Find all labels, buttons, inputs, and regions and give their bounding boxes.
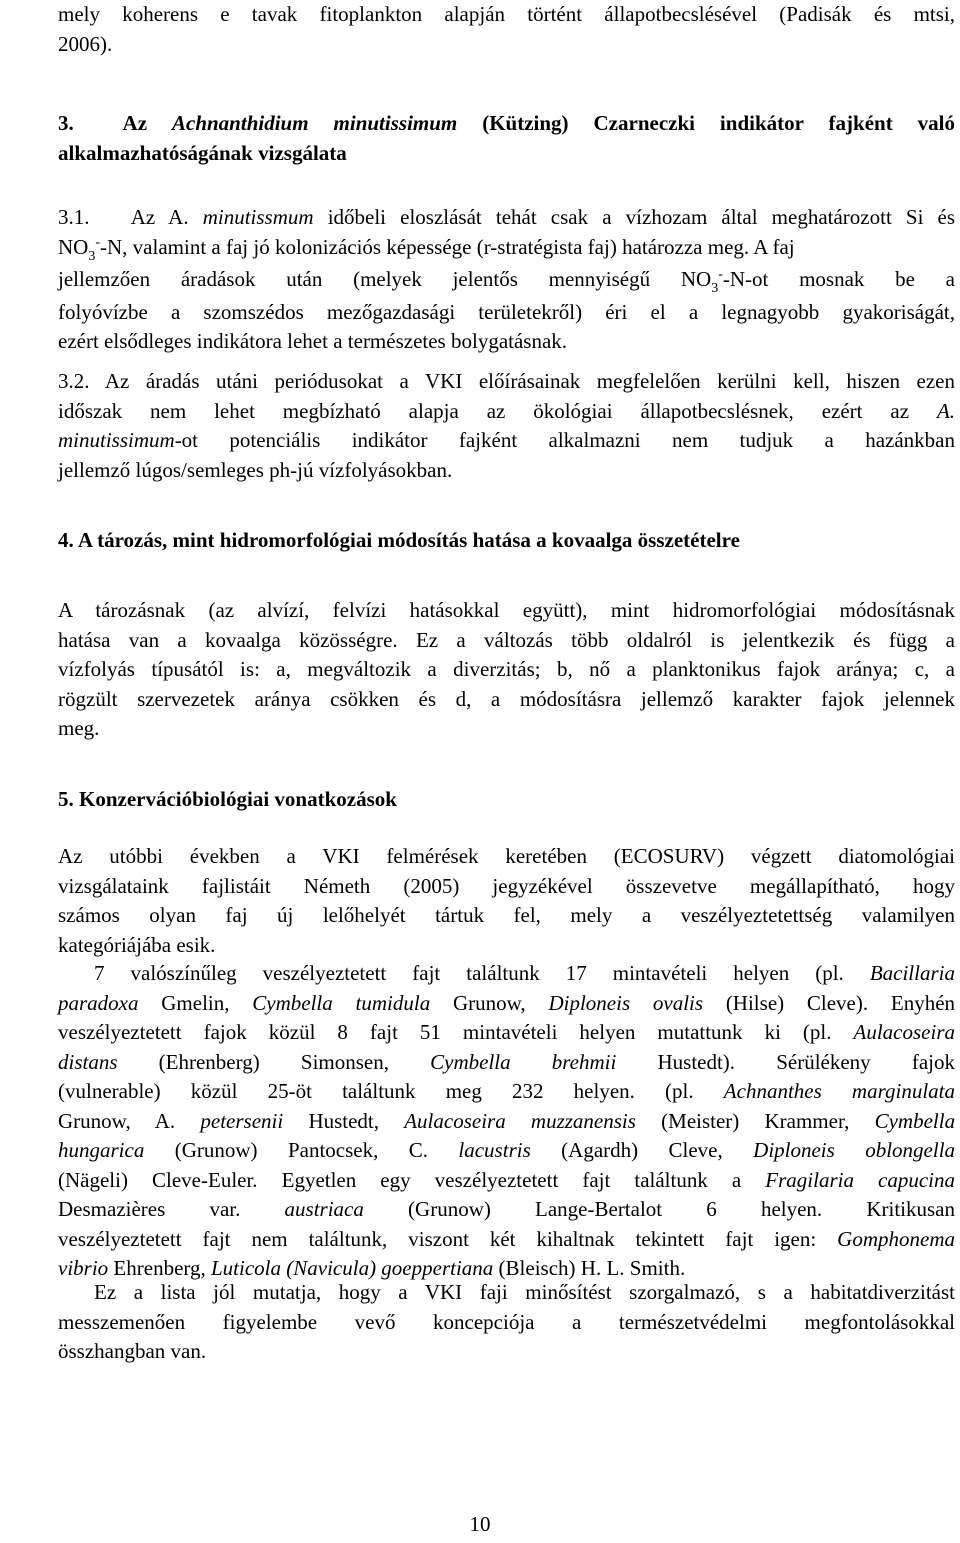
text-line: Az utóbbi években a VKI felmérések keretében (ECOSURV) végzett diatomológiai xyxy=(58,844,955,868)
paragraph-3-2 xyxy=(58,367,955,485)
text: Ehrenberg, xyxy=(113,1256,206,1280)
section-4-paragraph xyxy=(58,596,955,744)
paragraph-3-1 xyxy=(58,203,955,357)
intro-paragraph xyxy=(58,0,955,59)
text: (Grunow) Pantocsek, C. xyxy=(174,1138,428,1162)
section-4-heading xyxy=(58,526,955,556)
species-name: Gomphonema xyxy=(837,1226,955,1251)
text: (vulnerable) közül 25-öt találtunk meg 232 helyen. (pl. xyxy=(58,1079,694,1103)
species-name: Fragilaria capucina xyxy=(765,1167,956,1192)
text: időbeli eloszlását tehát csak a vízhozam által meghatározott Si és xyxy=(327,205,956,229)
species-name: Bacillaria xyxy=(869,961,955,985)
text: jellemzően áradások után (melyek jelentős mennyiségű xyxy=(58,267,651,291)
text-line: rögzült szervezetek aránya csökken és d, a módosításra jellemző karakter fajok jelennek xyxy=(58,686,955,711)
section-5-paragraph-3 xyxy=(58,1278,955,1367)
heading-text: (Kützing) Czarneczki indikátor fajként való xyxy=(482,111,955,135)
text-line: folyóvízbe a szomszédos mezőgazdasági területekről) éri el a legnagyobb gyakoriságát, xyxy=(58,299,955,324)
text: Desmazières var. xyxy=(58,1197,241,1221)
text-line: mely koherens e tavak fitoplankton alapján történt állapotbecslésével (Padisák és mtsi, xyxy=(58,2,955,26)
species-name: vibrio xyxy=(58,1256,109,1280)
section-number: 3. xyxy=(58,111,74,135)
text: (Grunow) Lange-Bertalot 6 helyen. Kritikusan xyxy=(408,1197,956,1221)
heading-text: 5. Konzervációbiológiai vonatkozások xyxy=(58,787,397,811)
page-number: 10 xyxy=(469,1512,491,1536)
text: -ot potenciális indikátor fajként alkalmazni nem tudjuk a hazánkban xyxy=(174,428,955,452)
species-name: Diploneis ovalis xyxy=(548,990,704,1015)
section-number: 3.2. xyxy=(58,369,90,393)
species-name: hungarica xyxy=(58,1138,145,1162)
chem-formula: $NO_3^-$ xyxy=(680,267,723,296)
species-name: A. xyxy=(936,398,956,423)
species-name: minutissmum xyxy=(202,205,314,229)
species-name: Achnanthes marginulata xyxy=(723,1079,955,1103)
species-name: distans xyxy=(58,1049,118,1074)
species-name: austriaca xyxy=(284,1197,364,1221)
text: (Hilse) Cleve). Enyhén xyxy=(725,990,956,1015)
text-line: Ez a lista jól mutatja, hogy a VKI faji minősítést szorgalmazó, s a habitatdiverzitást xyxy=(94,1280,955,1304)
species-name: Luticola (Navicula) goeppertiana xyxy=(211,1256,494,1280)
species-name: Aulacoseira muzzanensis xyxy=(404,1108,636,1133)
species-name: Achnanthidium minutissimum xyxy=(172,111,458,135)
species-name: paradoxa xyxy=(58,990,139,1015)
text-line: messzemenően figyelembe vevő koncepciója a természetvédelmi megfontolásokkal xyxy=(58,1309,955,1334)
chem-formula: $NO_3^-$ xyxy=(58,234,101,264)
heading-text: Az xyxy=(122,111,148,135)
heading-text: alkalmazhatóságának vizsgálata xyxy=(58,140,347,165)
text: -N-ot mosnak be a xyxy=(722,267,955,291)
text-line: 2006). xyxy=(58,31,113,56)
text: (Agardh) Cleve, xyxy=(561,1138,723,1162)
text: -N, valamint a faj jó kolonizációs képessége (r-stratégista faj) határozza meg. A faj xyxy=(100,234,795,259)
text: (Nägeli) Cleve-Euler. Egyetlen egy veszélyeztetett fajt találtunk a xyxy=(58,1167,742,1192)
text-line: A tározásnak (az alvízí, felvízi hatásokkal együtt), mint hidromorfológiai módosításnak xyxy=(58,598,955,622)
species-name: petersenii xyxy=(200,1108,284,1133)
section-5-heading xyxy=(58,785,955,815)
text: veszélyeztetett fajt nem találtunk, viszont két kihaltnak tekintett fajt igen: xyxy=(58,1226,817,1251)
text: (Ehrenberg) Simonsen, xyxy=(158,1049,389,1074)
text: Hustedt). Sérülékeny fajok xyxy=(657,1049,955,1074)
text-line: összhangban van. xyxy=(58,1339,207,1363)
text-line: jellemző lúgos/semleges ph-jú vízfolyásokban. xyxy=(58,457,453,482)
section-3-heading xyxy=(58,109,955,168)
text-line: számos olyan faj új lelőhelyét tártuk fel, mely a veszélyeztetettség valamilyen xyxy=(58,903,955,927)
text-line: meg. xyxy=(58,716,100,740)
section-number: 3.1. xyxy=(58,205,90,229)
text: Gmelin, xyxy=(161,990,230,1015)
species-name: minutissimum xyxy=(58,428,175,452)
species-name: Diploneis oblongella xyxy=(753,1138,956,1162)
text: Az áradás utáni periódusokat a VKI előírásainak megfelelően kerülni kell, hiszen ezen xyxy=(104,369,956,393)
text-line: kategóriájába esik. xyxy=(58,932,216,957)
text: Az xyxy=(130,205,156,229)
species-name: Aulacoseira xyxy=(853,1020,955,1044)
text-line: vizsgálataink fajlistáit Németh (2005) jegyzékével összevetve megállapítható, hogy xyxy=(58,873,955,898)
text: (Meister) Krammer, xyxy=(661,1108,850,1133)
text-line: ezért elsődleges indikátora lehet a természetes bolygatásnak. xyxy=(58,329,568,353)
text: veszélyeztetett fajok közül 8 fajt 51 mintavételi helyen mutattunk ki (pl. xyxy=(58,1020,832,1044)
species-name: Cymbella brehmii xyxy=(430,1049,617,1074)
text: Grunow, xyxy=(452,990,526,1015)
text: Grunow, A. xyxy=(58,1108,176,1133)
section-5-paragraph-2 xyxy=(58,959,955,1284)
species-name: Cymbella xyxy=(874,1108,956,1133)
text: (Bleisch) H. L. Smith. xyxy=(498,1256,686,1280)
text-line: hatása van a kovaalga közösségre. Ez a változás több oldalról is jelentkezik és függ a xyxy=(58,627,955,652)
text: A. xyxy=(168,205,189,229)
text-line: vízfolyás típusától is: a, megváltozik a diverzitás; b, nő a planktonikus fajok aránya; c, a xyxy=(58,657,955,681)
species-name: lacustris xyxy=(458,1138,531,1162)
text: 7 valószínűleg veszélyeztetett fajt találtunk 17 mintavételi helyen (pl. xyxy=(94,961,844,985)
section-5-paragraph-1 xyxy=(58,842,955,960)
heading-text: 4. A tározás, mint hidromorfológiai módosítás hatása a kovaalga összetételre xyxy=(58,528,740,552)
text: Hustedt, xyxy=(308,1108,380,1133)
text: időszak nem lehet megbízható alapja az ökológiai állapotbecslésnek, ezért az xyxy=(58,398,910,423)
species-name: Cymbella tumidula xyxy=(252,990,431,1015)
